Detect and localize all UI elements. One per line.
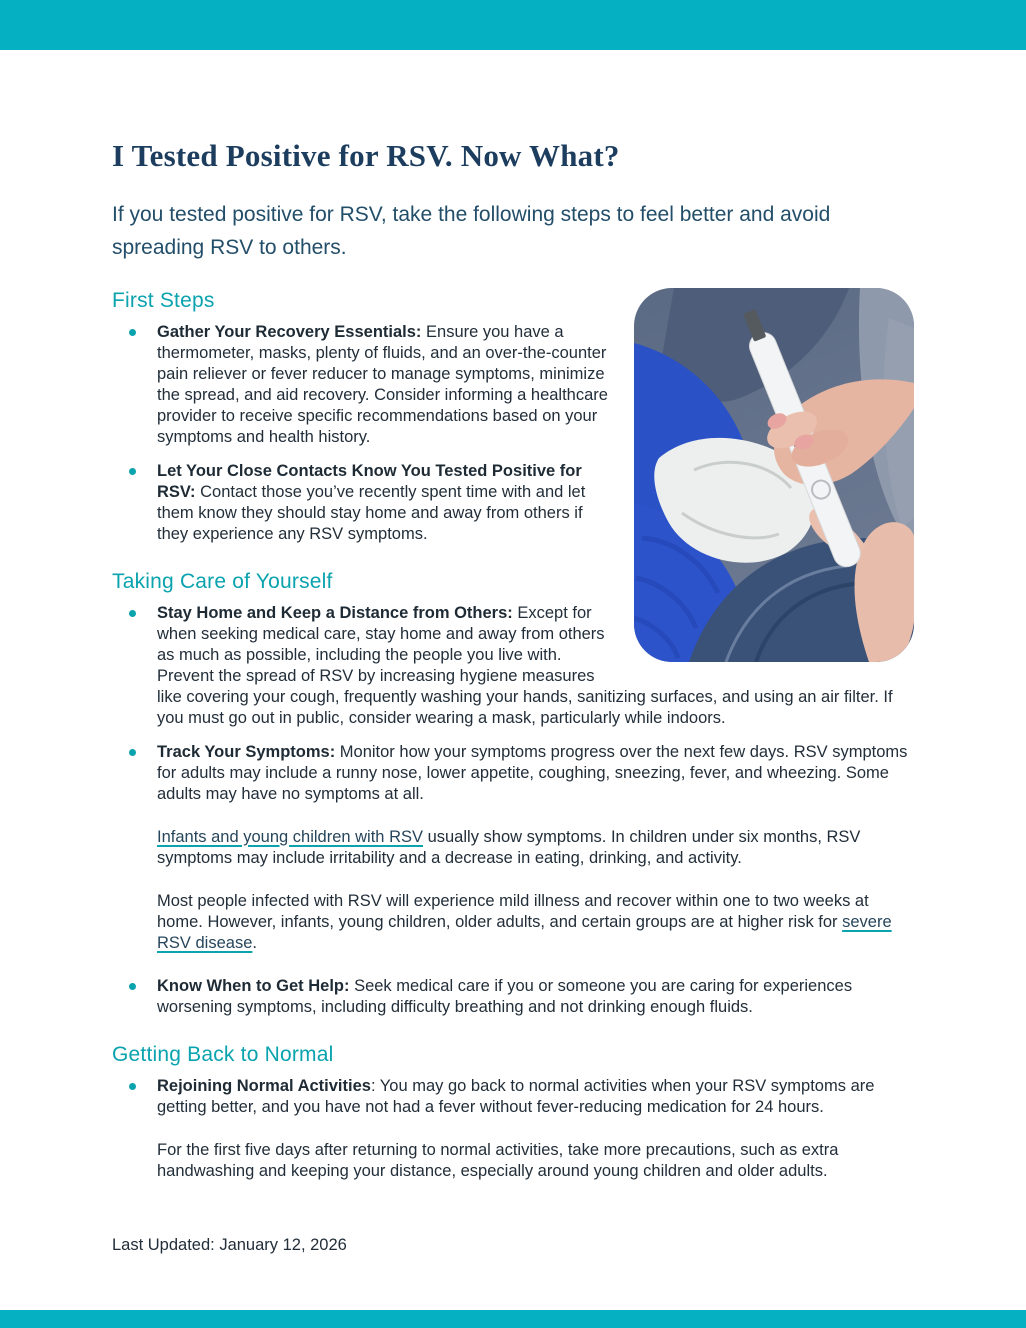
paragraph-text: . [252, 933, 257, 952]
paragraph-infants [157, 827, 914, 869]
paragraph-text: Most people infected with RSV will experience mild illness and recover within one to two weeks at home. However, infants, young children, older adults, and certain groups are at higher risk for [157, 891, 869, 931]
bullet-text: Seek medical care if you or someone you are caring for experiences worsening symptoms, including difficulty breathing and not drinking enough fluids. [157, 976, 853, 1016]
bullet-text: Monitor how your symptoms progress over the next few days. RSV symptoms for adults may include a runny nose, lower appetite, coughing, sneezing, fever, and wheezing. Some adults may have no symptoms at all. [157, 742, 908, 803]
bullet-know-when-help [112, 976, 914, 1018]
document-content [0, 50, 1026, 1204]
last-updated-text: Last Updated: January 12, 2026 [112, 1236, 347, 1254]
bullet-rejoining-activities [112, 1076, 914, 1118]
paragraph-five-days: For the first five days after returning to normal activities, take more precautions, such as extra handwashing and keeping your distance, especially around young children and older adults. [157, 1140, 839, 1180]
bullet-stay-home [112, 603, 914, 729]
top-accent-bar [0, 0, 1026, 50]
bullet-lead: Track Your Symptoms: [157, 742, 336, 761]
section-heading-back-to-normal: Getting Back to Normal [112, 1042, 334, 1066]
bullet-text: Except for when seeking medical care, stay home and away from others as much as possible, including the people you live with. Prevent the spread of RSV by increasing hygiene measures like covering your cough, frequently washing your hands, sanitizing surfaces, and using an air filter. If you must go out in public, consider wearing a mask, particularly while indoors. [157, 603, 893, 727]
intro-text: If you tested positive for RSV, take the following steps to feel better and avoid spreading RSV to others. [112, 202, 831, 259]
page-title: I Tested Positive for RSV. Now What? [112, 138, 620, 173]
bullet-lead: Let Your Close Contacts Know You Tested Positive for RSV: [157, 461, 582, 501]
bullet-lead: Know When to Get Help: [157, 976, 350, 995]
bottom-accent-bar [0, 1310, 1026, 1328]
bullet-lead: Gather Your Recovery Essentials: [157, 322, 422, 341]
bullet-text: Ensure you have a thermometer, masks, plenty of fluids, and an over-the-counter pain reliever or fever reducer to manage symptoms, minimize the spread, and aid recovery. Consider informing a healthcare provider to receive specific recommendations based on your symptoms and health history. [157, 322, 608, 446]
bullet-text: : You may go back to normal activities when your RSV symptoms are getting better, and you have not had a fever without fever-reducing medication for 24 hours. [157, 1076, 875, 1116]
bullet-lead: Rejoining Normal Activities [157, 1076, 371, 1095]
severe-rsv-disease-link[interactable]: severe RSV disease [157, 912, 892, 952]
section-heading-first-steps: First Steps [112, 288, 215, 312]
bullet-track-symptoms [112, 742, 914, 805]
bullet-gather-essentials [112, 322, 914, 448]
paragraph-text: usually show symptoms. In children under six months, RSV symptoms may include irritability and a decrease in eating, drinking, and activity. [157, 827, 861, 867]
paragraph-most-people [157, 891, 914, 954]
bullet-close-contacts [112, 461, 914, 545]
bullet-text: Contact those you’ve recently spent time with and let them know they should stay home and away from others if they experience any RSV symptoms. [157, 482, 586, 543]
bullet-lead: Stay Home and Keep a Distance from Others: [157, 603, 513, 622]
infants-rsv-link[interactable]: Infants and young children with RSV [157, 827, 423, 846]
section-heading-taking-care: Taking Care of Yourself [112, 569, 333, 593]
